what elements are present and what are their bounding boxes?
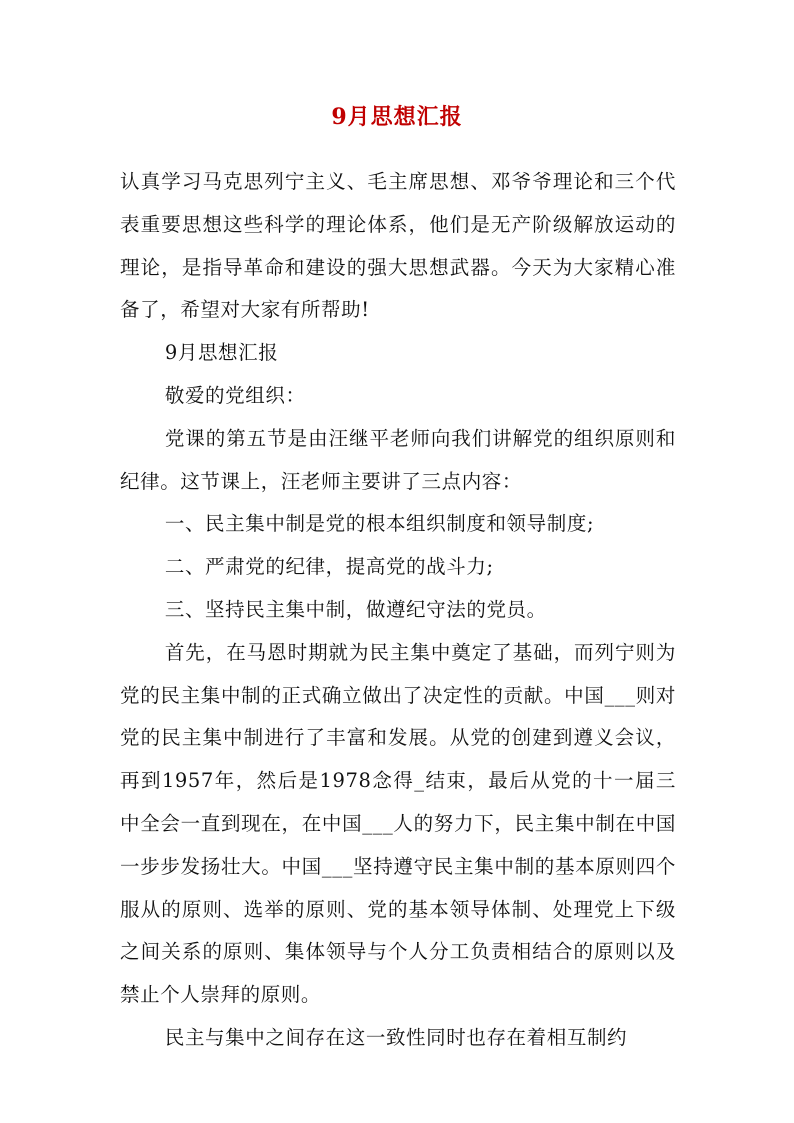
report-heading: 9月思想汇报 (164, 341, 279, 365)
lesson-paragraph: 党课的第五节是由汪继平老师向我们讲解党的组织原则和纪律。这节课上，汪老师主要讲了三点内容： (120, 426, 676, 493)
document-body (120, 161, 676, 1060)
point-two: 二、严肃党的纪律，提高党的战斗力; (164, 555, 494, 579)
intro-paragraph: 认真学习马克思列宁主义、毛主席思想、邓爷爷理论和三个代表重要思想这些科学的理论体系，他们是无产阶级解放运动的理论，是指导革命和建设的强大思想武器。今天为大家精心准备了，希望对大家有所帮助! (120, 170, 676, 322)
point-three: 三、坚持民主集中制，做遵纪守法的党员。 (164, 597, 547, 621)
point-one: 一、民主集中制是党的根本组织制度和领导制度; (164, 512, 595, 536)
document-title: 9月思想汇报 (331, 104, 463, 130)
closing-paragraph: 民主与集中之间存在这一致性同时也存在着相互制约 (164, 1025, 628, 1049)
history-paragraph: 首先，在马恩时期就为民主集中奠定了基础，而列宁则为党的民主集中制的正式确立做出了决定性的贡献。中国___则对党的民主集中制进行了丰富和发展。从党的创建到遵义会议，再到1957年，然后是1978念得_结束，最后从党的十一届三中全会一直到现在，在中国___人的努力下，民主集中制在中国一步步发扬壮大。中国___坚持遵守民主集中制的基本原则四个服从的原则、选举的原则、党的基本领导体制、处理党上下级之间关系的原则、集体领导与个人分工负责相结合的原则以及禁止个人崇拜的原则。 (120, 640, 676, 1007)
salutation: 敬爱的党组织： (164, 383, 306, 407)
